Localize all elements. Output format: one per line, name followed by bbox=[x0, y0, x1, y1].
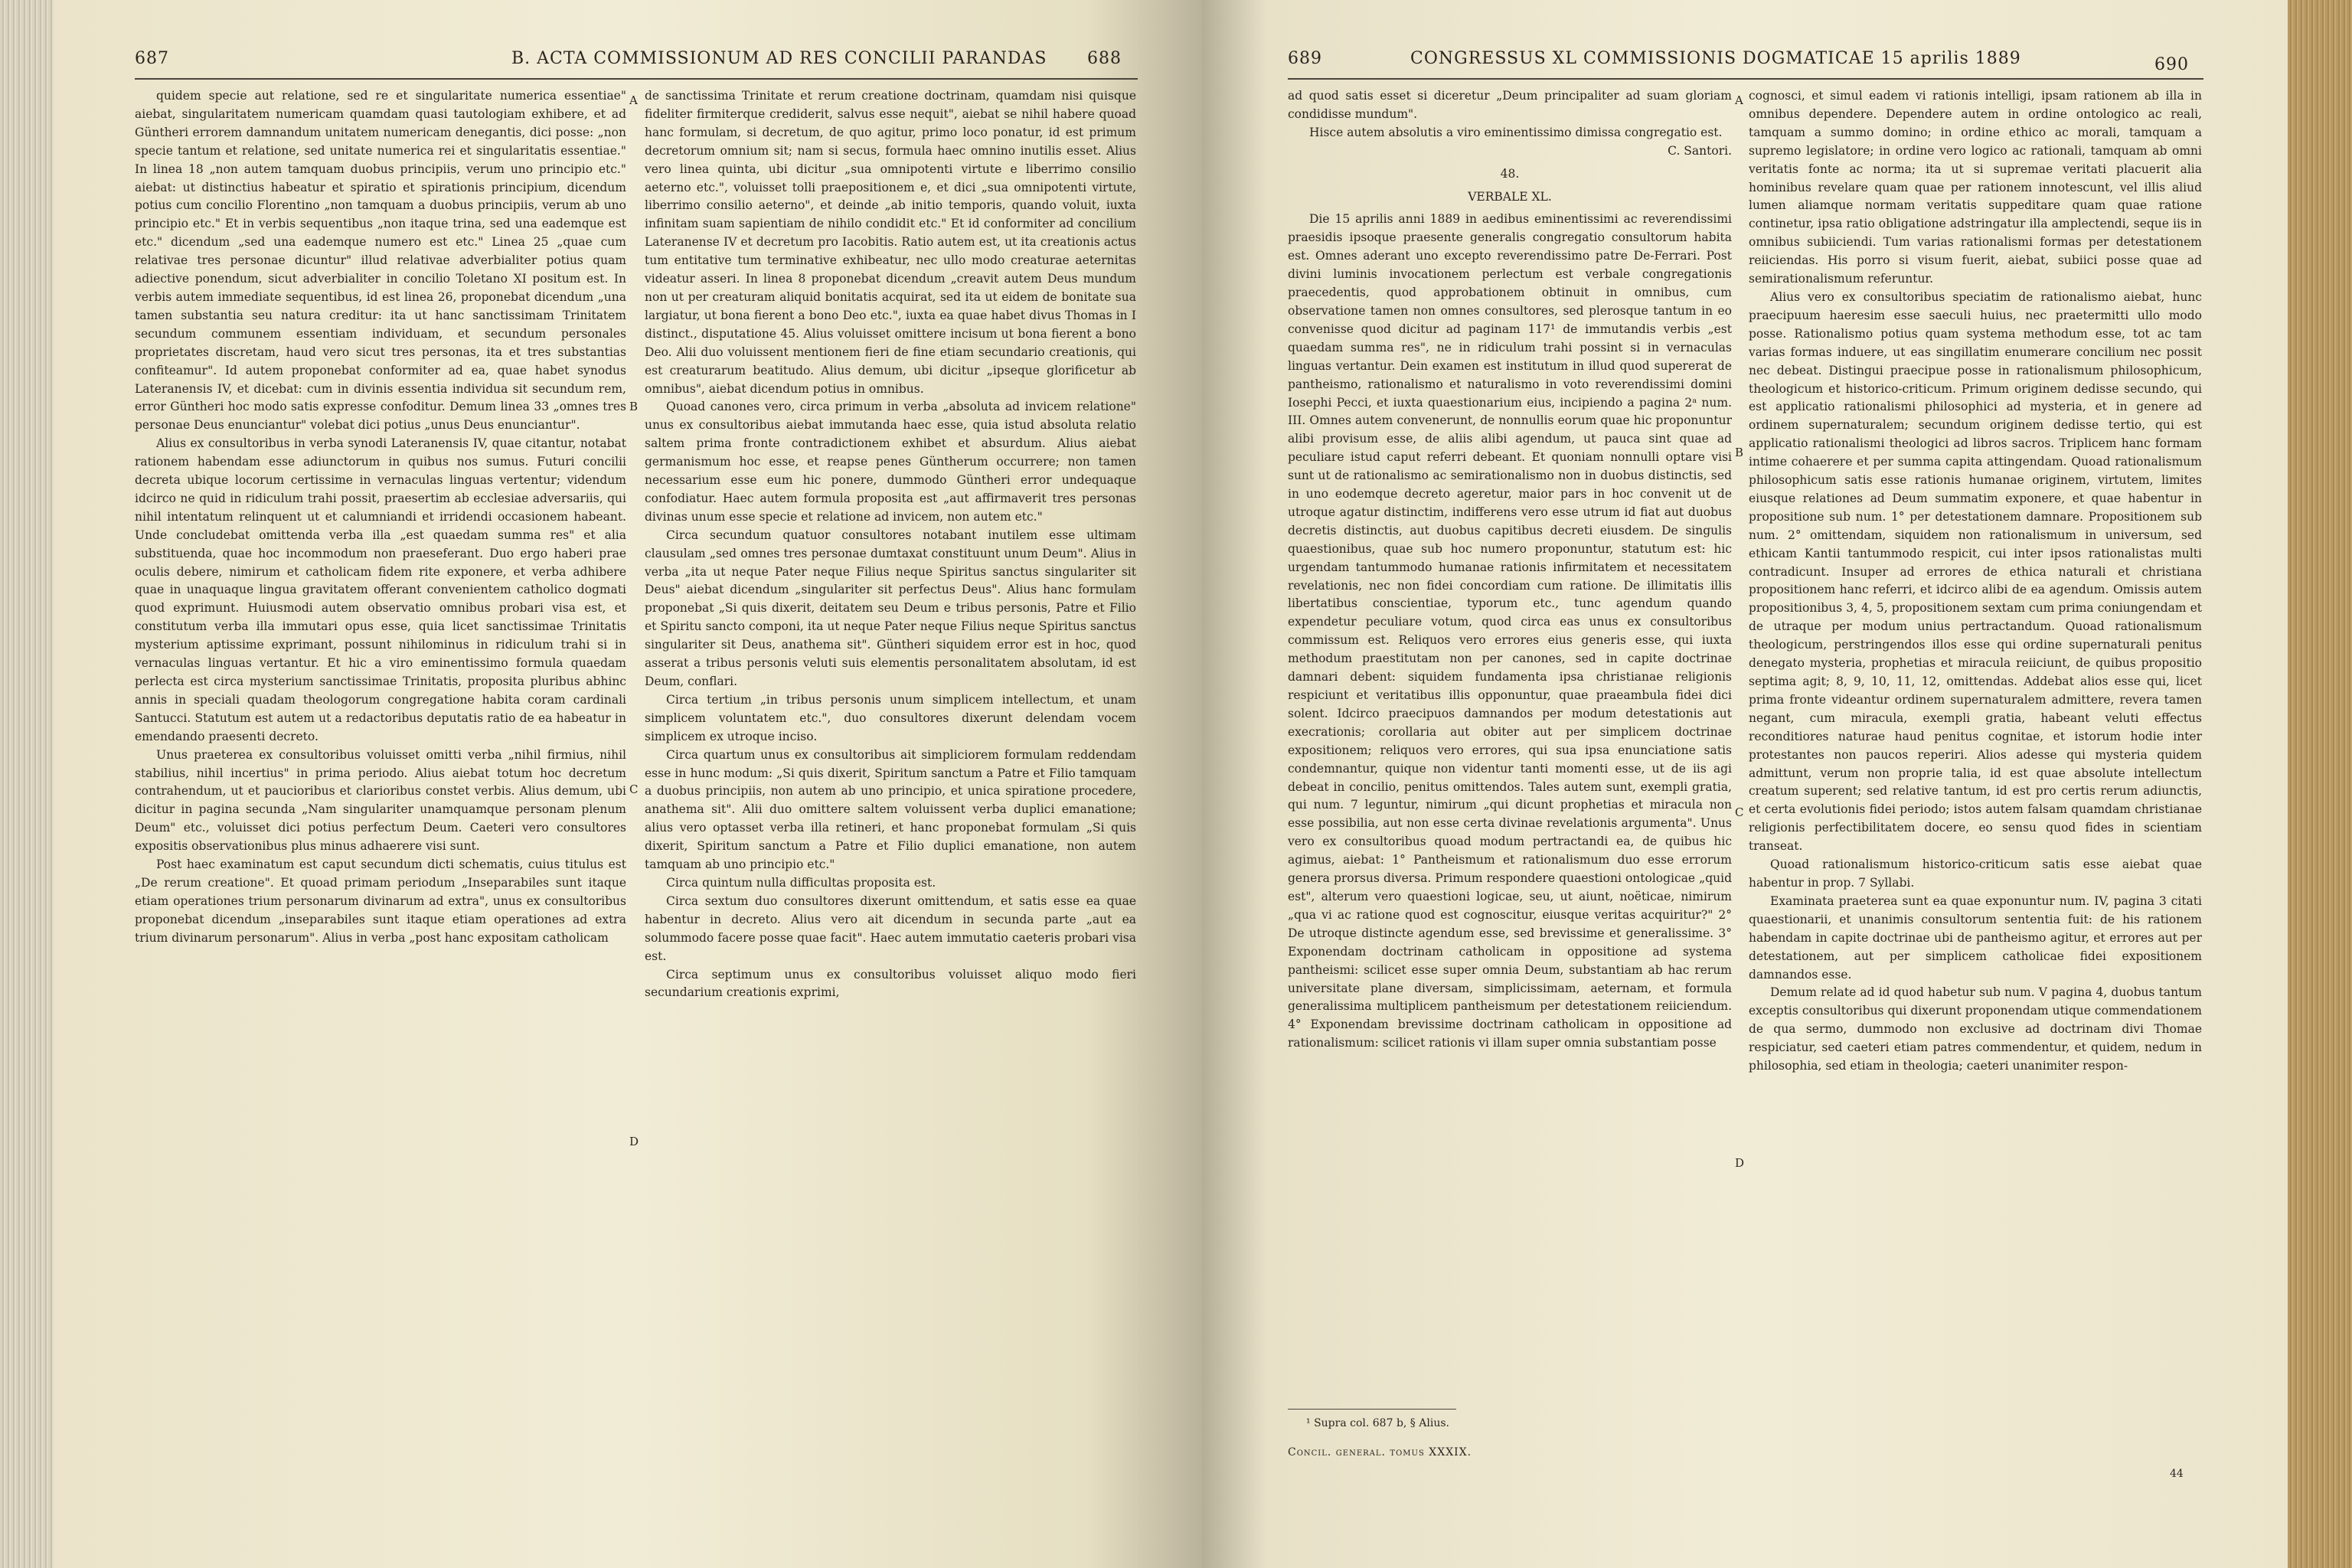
paragraph: Quoad canones vero, circa primum in verba „absoluta ad invicem relatione" unus ex consultoribus aiebat immutanda haec esse, quia istud absoluta relatio saltem prima fronte contradictionem exhibet et absurdum. Alius aiebat germanismum hoc esse, et reapse penes Güntherum occurrere; non tamen necessarium esse eum hic ponere, dummodo Güntheri error undequaque confodiatur. Haec autem formula proposita est „aut affirmaverit tres personas divinas unum esse specie et relatione ad invicem, non autem etc." bbox=[645, 400, 1136, 524]
text-column-687 bbox=[135, 87, 626, 1465]
margin-mark-b: B bbox=[1735, 446, 1744, 459]
paragraph: de sanctissima Trinitate et rerum creatione doctrinam, quamdam nisi quisque fideliter firmiterque crediderit, salvus esse nequit", aiebat se nihil habere quoad hanc formulam, si decretum, de quo agitur, primo loco ponatur, id est primum decretorum omnium sit; nam si secus, formula haec omnino inutilis esset. Alius vero linea quinta, ubi dicitur „sua omnipotenti virtute e liberrimo consilio aeterno etc.", voluisset tolli praepositionem e, et dici „sua omnipotenti virtute, liberrimo consilio aeterno", et deinde „ab initio temporis, quando voluit, iuxta infinitam suam sapientiam de nihilo condidit etc." Et id conformiter ad concilium Lateranense IV et decretum pro Iacobitis. Ratio autem est, ut ita creationis actus tum entitative tum terminative exhibeatur, nec ullo modo creaturae aeternitas videatur asseri. In linea 8 proponebat dicendum „creavit autem Deus mundum non ut per creaturam aliquid bonitatis acquirat, sed ita ut eidem de bonitate sua largiatur, ut bona fierent a bono Deo etc.", iuxta ea quae habet divus Thomas in I distinct., disputatione 45. Alius voluisset omittere incisum ut bona fierent a bono Deo. Alii duo voluissent mentionem fieri de fine etiam secundario creationis, qui est creaturarum beatitudo. Alius demum, ubi dicitur „ipseque glorificetur ab omnibus", aiebat dicendum potius in omnibus. bbox=[645, 89, 1136, 396]
running-head-right: CONGRESSUS XL COMMISSIONIS DOGMATICAE 15 aprilis 1889 bbox=[1410, 49, 2021, 68]
footnote: ¹ Supra col. 687 b, § Alius. bbox=[1306, 1417, 1449, 1429]
paragraph: Unus praeterea ex consultoribus voluisset omitti verba „nihil firmius, nihil stabilius, nihil incertius" in prima periodo. Alius aiebat totum hoc decretum contrahendum, ut et paucioribus et clarioribus constet verbis. Alius demum, ubi dicitur in pagina secunda „Nam singulariter unamquamque personam plenum Deum" etc., voluisset dici potius perfectum Deum. Caeteri vero consultores expositis observationibus plus minus adhaerere visi sunt. bbox=[135, 747, 626, 854]
signature-santori: C. Santori. bbox=[1668, 143, 1732, 158]
paragraph: Examinata praeterea sunt ea quae exponuntur num. IV, pagina 3 citati quaestionarii, et unanimis consultorum sententia fuit: de his rationem habendam in capite doctrinae ubi de pantheismo agitur, et errores aut per detestationem, aut per simplicem catholicae fidei expositionem damnandos esse. bbox=[1749, 893, 2202, 982]
document-number: 48. bbox=[1500, 166, 1520, 181]
margin-mark-c: C bbox=[1735, 805, 1744, 819]
paragraph: Quoad rationalismum historico-criticum satis esse aiebat quae habentur in prop. 7 Syllabi. bbox=[1749, 858, 2202, 890]
text-column-690 bbox=[1749, 87, 2202, 1465]
running-head-left: B. ACTA COMMISSIONUM AD RES CONCILII PARANDAS bbox=[511, 49, 1047, 68]
column-number-687: 687 bbox=[135, 49, 169, 68]
page-stack-left bbox=[0, 0, 54, 1568]
column-number-688: 688 bbox=[1087, 49, 1122, 68]
paragraph: ad quod satis esset si diceretur „Deum principaliter ad suam gloriam condidisse mundum". bbox=[1288, 89, 1732, 121]
paragraph: Post haec examinatum est caput secundum dicti schematis, cuius titulus est „De rerum creatione". Et quoad primam periodum „Inseparabiles sunt itaque etiam operationes trium personarum divinarum ad extra", unus ex consultoribus proponebat dicendum „inseparabiles sunt itaque etiam operationes ad extra trium divinarum personarum". Alius in verba „post hanc expositam catholicam bbox=[135, 858, 626, 945]
margin-mark-c: C bbox=[629, 782, 639, 796]
paragraph: Hisce autem absolutis a viro eminentissimo dimissa congregatio est. bbox=[1309, 125, 1723, 139]
header-rule bbox=[1288, 78, 2203, 80]
margin-mark-d: D bbox=[1735, 1156, 1745, 1170]
paragraph: Alius ex consultoribus in verba synodi Lateranensis IV, quae citantur, notabat rationem habendam esse adiunctorum in quibus nos sumus. Futuri concilii decreta ubique locorum certissime in vernaculas linguas vertentur; videndum idcirco ne quid in ridiculum trahi possit, praesertim ab ecclesiae adversariis, qui nihil intentatum relinquent ut et calumniandi et irridendi occasionem habeant. Unde concludebat omittenda verba illa „est quaedam summa res" et alia substituenda, quae hoc incommodum non praeseferant. Duo ergo haberi prae oculis debere, nimirum et catholicam fidem rite exponere, et verba adhibere quae in unaquaque lingua gravitatem offerant convenientem catholico dogmati quod exprimunt. Huiusmodi autem observatio omnibus probari visa est, et constitutum verba illa immutari opus esse, quia licet sanctissimae Trinitatis mysterium aptissime exprimant, possunt nihilominus in ridiculum trahi si in vernaculas linguas vertantur. Et hic a viro eminentissimo formula quaedam perlecta est circa mysterium sanctissimae Trinitatis, proposita pluribus abhinc annis in speciali quadam theologorum congregatione habita coram cardinali Santucci. Statutum est autem ut a redactoribus deputatis ratio de ea habeatur in emendando praesenti decreto. bbox=[135, 436, 626, 743]
margin-mark-d: D bbox=[629, 1135, 639, 1148]
paragraph: Circa tertium „in tribus personis unum simplicem intellectum, et unam simplicem voluntatem etc.", duo consultores dixerunt delendam vocem simplicem ex utroque inciso. bbox=[645, 692, 1136, 743]
paragraph: Circa quintum nulla difficultas proposita est. bbox=[666, 875, 936, 890]
text-column-688 bbox=[645, 87, 1136, 1465]
paragraph: quidem specie aut relatione, sed re et singularitate numerica essentiae" aiebat, singularitatem numericam quamdam quasi tautologiam exhibere, et ad Güntheri errorem damnandum unitatem numericam denegantis, dici posse: „non specie tantum et relatione, sed unitate numerica rei et singularitatis essentiae." In linea 18 „non autem tamquam duobus principiis, verum uno principio etc." aiebat: ut distinctius habeatur et spiratio et spirationis principium, dicendum potius cum concilio Florentino „non tamquam a duobus principiis, verum ab uno principio etc." Et in verbis sequentibus „non itaque trina, sed una eademque est etc." dicendum „sed una eademque numero est etc." Linea 25 „quae cum relativae tres personae dicuntur" illud relativae adverbialiter potius quam adiective ponendum, sicut adverbialiter in concilio Toletano XI positum est. In verbis autem immediate sequentibus, id est linea 26, proponebat dicendum „una tamen substantia seu natura creditur: ita ut hanc sanctissimam Trinitatem secundum communem essentiam individuam, et secundum personales proprietates discretam, haud vero sicut tres personas, ita et tres substantias confiteamur". Id autem proponebat conformiter ad ea, quae habet synodus Lateranensis IV, et dicebat: cum in divinis essentia individua sit secundum rem, error Güntheri hoc modo satis expresse confoditur. Demum linea 33 „omnes tres personae Deus enunciantur" volebat dici potius „unus Deus enunciantur". bbox=[135, 89, 626, 433]
margin-mark-b: B bbox=[629, 400, 639, 413]
paragraph: cognosci, et simul eadem vi rationis intelligi, ipsam rationem ab illa in omnibus dependere. Dependere autem in ordine ontologico ac reali, tamquam a summo domino; in ordine ethico ac morali, tamquam a supremo legislatore; in ordine vero logico ac rationali, tamquam ab omni veritatis fonte ac norma; ita ut si supremae veritati placuerit alia hominibus revelare quam quae per rationem innotescunt, vel illis aliud lumen aliamque normam veritatis suppeditare quam quae ratione continetur, ipsa ratio obligatione adstringatur illa amplectendi, seque iis in omnibus subiiciendi. Tum varias rationalismi formas per detestationem reiiciendas. His porro si visum fuerit, aiebat, subiici posse quae ad semirationalismum referuntur. bbox=[1749, 89, 2202, 286]
paragraph: Circa septimum unus ex consultoribus voluisset aliquo modo fieri secundarium creationis exprimi, bbox=[645, 967, 1136, 1000]
printer-signature: Concil. general. tomus XXXIX. bbox=[1288, 1446, 1472, 1459]
column-number-690: 690 bbox=[2154, 55, 2189, 74]
footnote-rule bbox=[1288, 1409, 1456, 1410]
right-page bbox=[1202, 0, 2288, 1568]
header-rule bbox=[135, 78, 1138, 80]
paragraph: Alius vero ex consultoribus speciatim de rationalismo aiebat, hunc praecipuum haeresim esse saeculi huius, nec praetermitti ullo modo posse. Rationalismo potius quam systema methodum esse, tot ac tam varias formas induere, ut eas singillatim enumerare concilium nec possit nec debeat. Distingui praecipue posse in rationalismum philosophicum, theologicum et historico-criticum. Primum originem dedisse secundo, qui est applicatio rationalismi philosophici ad mysteria, et in genere ad ordinem supernaturalem; secundum originem dedisse tertio, qui est applicatio rationalismi theologici ad libros sacros. Triplicem hanc formam intime cohaerere et per summa capita attingendam. Quoad rationalismum philosophicum satis esse rationis humanae originem, virtutem, limites eiusque relationes ad Deum summatim exponere, et quae habentur in propositione sub num. 1° per detestationem damnare. Propositionem sub num. 2° omittendam, siquidem non rationalismum in universum, sed ethicam Kantii tantummodo respicit, cui inter ipsos rationalistas multi contradicunt. Insuper ad errores de ethica naturali et christiana propositionem hanc referri, et idcirco alibi de ea agendum. Omissis autem propositionibus 3, 4, 5, propositionem sextam cum prima coniungendam et de utraque per modum unius pertractandum. Quoad rationalismum theologicum, perstringendos illos esse qui ordine supernaturali penitus denegato mysteria, prophetias et miracula reiiciunt, de quibus propositio septima agit; 8, 9, 10, 11, 12, omittendas. Addebat alios esse qui, licet prima fronte videantur ordinem supernaturalem admittere, revera tamen negant, cum miracula, exempli gratia, habeant veluti effectus reconditiores naturae haud penitus cognitae, et istorum hodie inter protestantes non paucos reperiri. Alios adesse qui mysteria quidem admittunt, verum non proprie talia, id est quae absolute intellectum creatum superent; sed relative tantum, id est pro certis rerum adiunctis, et certa evolutionis fidei periodo; istos autem falsam quamdam christianae religionis perfectibilitatem docere, eo sensu quod fides in scientiam transeat. bbox=[1749, 289, 2202, 854]
text-column-689 bbox=[1288, 87, 1732, 1400]
paragraph: Circa quartum unus ex consultoribus ait simpliciorem formulam reddendam esse in hunc modum: „Si quis dixerit, Spiritum sanctum a Patre et Filio tamquam a duobus principiis, non autem ab uno principio, et unica spiratione procedere, anathema sit". Alii duo omittere saltem voluissent verba duplici emanatione; alius vero optasset verba illa retineri, et hanc proponebat formulam „Si quis dixerit, Spiritum sanctum a Patre et Filio duplici emanatione, non autem tamquam ab uno principio etc." bbox=[645, 747, 1136, 872]
paragraph: Demum relate ad id quod habetur sub num. V pagina 4, duobus tantum exceptis consultoribus qui dixerunt proponendam utique commendationem de qua sermo, dummodo non exclusive ad doctrinam divi Thomae respiciatur, sed caeteri etiam patres commendentur, et quidem, nedum in philosophia, sed etiam in theologia; caeteri unanimiter respon- bbox=[1749, 985, 2202, 1073]
margin-mark-a: A bbox=[1735, 93, 1743, 107]
paragraph: Circa secundum quatuor consultores notabant inutilem esse ultimam clausulam „sed omnes tres personae dumtaxat constituunt unum Deum". Alius in verba „ita ut neque Pater neque Filius neque Spiritus sanctus singulariter sit Deus" aiebat dicendum „singulariter sit perfectus Deus". Alius hanc formulam proponebat „Si quis dixerit, deitatem seu Deum e tribus personis, Patre et Filio et Spiritu sancto componi, ita ut neque Pater neque Filius neque Spiritus sanctus singulariter sit Deus, anathema sit". Güntheri siquidem error est in hoc, quod asserat a tribus personis veluti suis elementis personalitatem absolutam, id est Deum, conflari. bbox=[645, 528, 1136, 688]
left-page bbox=[54, 0, 1202, 1568]
page-stack-right bbox=[2288, 0, 2352, 1568]
column-number-689: 689 bbox=[1288, 49, 1322, 68]
margin-mark-a: A bbox=[629, 93, 638, 107]
section-heading: VERBALE XL. bbox=[1468, 189, 1552, 204]
sheet-number: 44 bbox=[2170, 1468, 2184, 1480]
paragraph: Die 15 aprilis anni 1889 in aedibus eminentissimi ac reverendissimi praesidis ipsoque praesente generalis congregatio consultorum habita est. Omnes aderant uno excepto reverendissimo patre De-Ferrari. Post divini luminis invocationem perlectum est verbale congregationis praecedentis, quod approbationem obtinuit in omnibus, cum observatione tamen non omnes consultores, sed plerosque tantum in eo convenisse quod dicitur ad paginam 117¹ de immutandis verbis „est quaedam summa res", ne in ridiculum trahi possint si in vernaculas linguas vertantur. Dein examen est institutum in illud quod supererat de pantheismo, rationalismo et naturalismo in voto reverendissimi domini Iosephi Pecci, et iuxta quaestionarium eius, incipiendo a pagina 2ᵃ num. III. Omnes autem convenerunt, de nonnullis eorum quae hic proponuntur alibi provisum esse, de aliis alibi agendum, ut pauca sint quae ad peculiare istud caput referri debeant. Et quoniam nonnulli optare visi sunt ut de rationalismo ac semirationalismo non in duobus distinctis, sed in uno eodemque decreto ageretur, maior pars in hoc convenit ut de utroque agatur distinctim, indifferens vero esse utrum id fiat aut duobus decretis distinctis, aut duobus capitibus decreti eiusdem. De singulis quaestionibus, quae sub hoc numero proponuntur, statutum est: hic urgendam tantummodo humanae rationis infirmitatem et necessitatem revelationis, nec non fidei concordiam cum ratione. De illimitatis illis libertatibus conscientiae, typorum etc., tunc agendum quando expendetur peculiare votum, quod circa eas unus ex consultoribus commissum est. Reliquos vero errores eius generis esse, qui iuxta methodum praestitutam non per canones, sed in capite doctrinae damnari debent: siquidem fundamenta ipsa christianae religionis respiciunt et veritatibus illis opponuntur, quae praeambula fidei dici solent. Idcirco praecipuos damnandos per modum detestationis aut execrationis; corollaria aut obiter aut per simplicem doctrinae expositionem; reliquos vero errores, qui sua ipsa enunciatione satis condemnantur, quique non videntur tanti momenti esse, ut de iis agi debeat in concilio, penitus omittendos. Tales autem sunt, exempli gratia, qui num. 7 leguntur, nimirum „qui dicunt prophetias et miracula non esse possibilia, aut non esse certa divinae revelationis argumenta". Unus vero ex consultoribus quoad modum pertractandi ea, de quibus hic agimus, aiebat: 1° Pantheismum et rationalismum duo esse errorum genera prorsus diversa. Primum respondere quaestioni ontologicae „quid est", alterum vero quaestioni logicae, seu, ut aiunt, noëticae, nimirum „qua vi ac ratione quod est cognoscitur, eiusque veritas acquiritur?" 2° De utroque distincte agendum esse, sed brevissime et generalissime. 3° Exponendam doctrinam catholicam in oppositione ad systema pantheismi: scilicet esse super omnia Deum, substantiam ab hac rerum universitate plane diversam, simplicissimam, aeternam, et formula generalissima multiplicem pantheismum per detestationem reiiciendum. 4° Exponendam brevissime doctrinam catholicam in oppositione ad rationalismum: scilicet rationis vi illam super omnia substantiam posse bbox=[1288, 212, 1732, 1050]
paragraph: Circa sextum duo consultores dixerunt omittendum, et satis esse ea quae habentur in decreto. Alius vero ait dicendum in secunda parte „aut ea solummodo facere posse quae facit". Haec autem immutatio caeteris probari visa est. bbox=[645, 893, 1136, 963]
